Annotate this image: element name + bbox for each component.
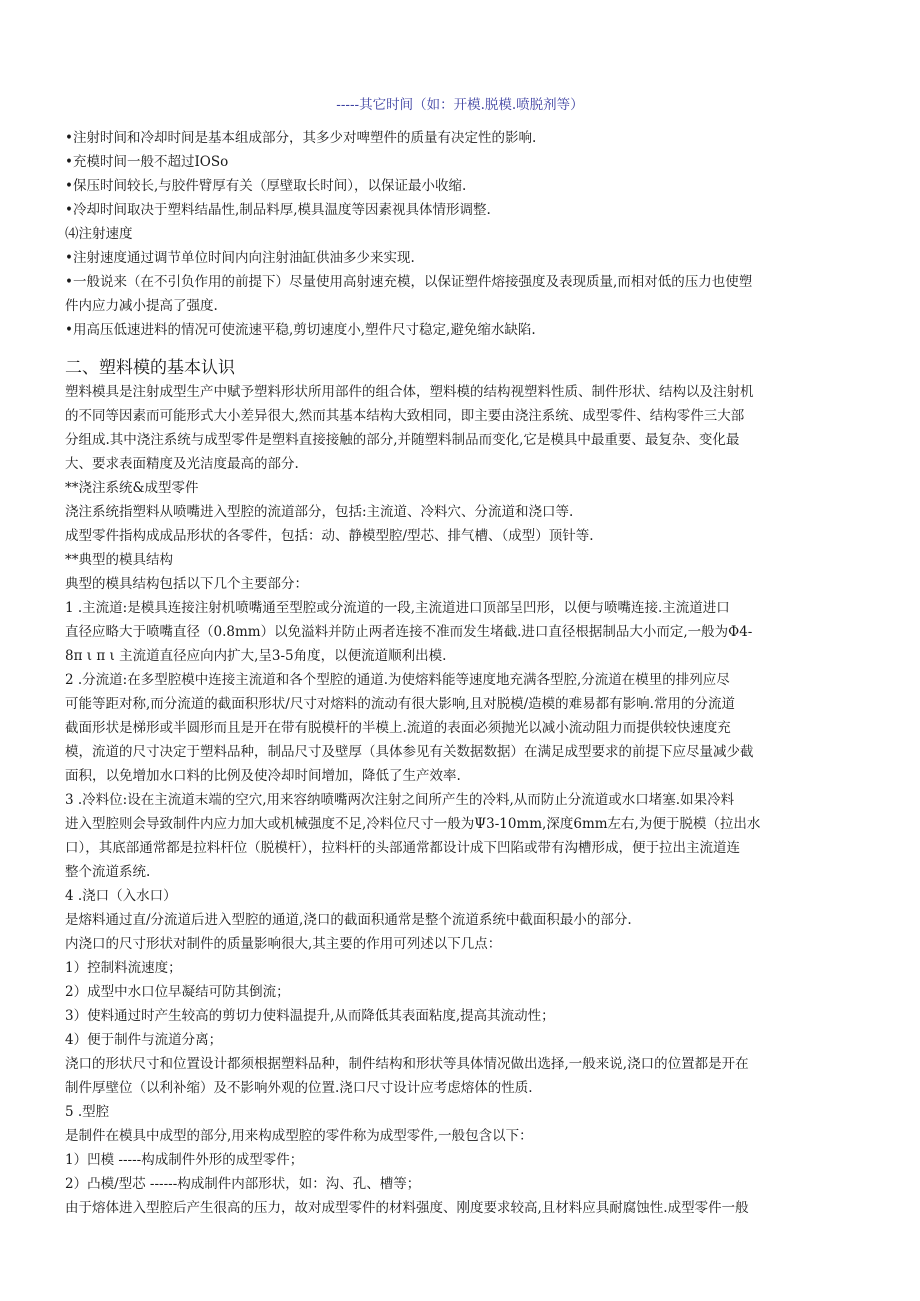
text-line: 8π ι π ι 主流道直径应向内扩大,呈3-5角度，以便流道顺利出模. [65, 648, 447, 664]
text-line: 面积，以免增加水口料的比例及使冷却时间增加，降低了生产效率. [65, 768, 461, 784]
text-line: 制件厚壁位（以利补缩）及不影响外观的位置.浇口尺寸设计应考虑熔体的性质. [65, 1080, 533, 1096]
text-line: ⑷注射速度 [65, 226, 133, 242]
text-line: 5 .型腔 [65, 1104, 110, 1120]
text-line: 3）使料通过时产生较高的剪切力使料温提升,从而降低其表面粘度,提高其流动性； [65, 1008, 555, 1024]
text-line: 成型零件指构成成品形状的各零件，包括：动、静模型腔/型芯、排气槽、（成型）顶针等. [65, 528, 594, 544]
text-line: 浇注系统指塑料从喷嘴进入型腔的流道部分，包括:主流道、冷料穴、分流道和浇口等. [65, 504, 574, 520]
text-line: 进入型腔则会导致制件内应力加大或机械强度不足,冷料位尺寸一般为Ψ3-10mm,深度6mm左右,为便于脱模（拉出水 [65, 816, 761, 832]
text-line: •注射速度通过调节单位时间内向注射油缸供油多少来实现. [65, 250, 415, 266]
text-line: 内浇口的尺寸形状对制件的质量影响很大,其主要的作用可列述以下几点： [65, 936, 502, 952]
text-line: 2）凸模/型芯 ------构成制件内部形状，如：沟、孔、槽等； [65, 1176, 421, 1192]
text-line: 大、要求表面精度及光洁度最高的部分. [65, 456, 299, 472]
text-line: 浇口的形状尺寸和位置设计都须根据塑料品种，制件结构和形状等具体情况做出选择,一般来说,浇口的位置都是开在 [65, 1056, 749, 1072]
section-heading: 二、塑料模的基本认识 [65, 358, 235, 378]
text-line: 4）便于制件与流道分离； [65, 1032, 223, 1048]
text-line: 是制件在模具中成型的部分,用来构成型腔的零件称为成型零件,一般包含以下： [65, 1128, 533, 1144]
text-line: •充模时间一般不超过IOSo [65, 154, 229, 170]
document-body [65, 126, 855, 1220]
text-line: 截面形状是梯形或半圆形而且是开在带有脱模杆的半模上.流道的表面必须抛光以减小流动阻力而提供较快速度充 [65, 720, 731, 736]
text-line: 可能等距对称,而分流道的截面积形状/尺寸对熔料的流动有很大影响,且对脱模/造模的难易都有影响.常用的分流道 [65, 696, 735, 712]
text-line: 4 .浇口（入水口） [65, 888, 177, 904]
text-line: 是熔料通过直/分流道后进入型腔的通道,浇口的截面积通常是整个流道系统中截面积最小的部分. [65, 912, 632, 928]
text-line: 2 .分流道:在多型腔模中连接主流道和各个型腔的通道.为使熔料能等速度地充满各型腔,分流道在模里的排列应尽 [65, 672, 730, 688]
page-header-line: -----其它时间（如：开模.脱模.喷脱剂等） [336, 97, 584, 113]
text-line: **典型的模具结构 [65, 552, 173, 568]
intro-bullets [65, 126, 855, 342]
text-line: 分组成.其中浇注系统与成型零件是塑料直接接触的部分,并随塑料制品而变化,它是模具中最重要、最复杂、变化最 [65, 432, 740, 448]
text-line: 件内应力减小提高了强度. [65, 298, 218, 314]
text-line: •注射时间和冷却时间是基本组成部分，其多少对啤塑件的质量有决定性的影响. [65, 130, 537, 146]
text-line: 典型的模具结构包括以下几个主要部分： [65, 576, 308, 592]
text-line: •一般说来（在不引负作用的前提下）尽量使用高射速充模，以保证塑件熔接强度及表现质量,而相对低的压力也使塑 [65, 274, 753, 290]
text-line: 1）凹模 -----构成制件外形的成型零件； [65, 1152, 304, 1168]
text-line: •冷却时间取决于塑料结晶性,制品料厚,模具温度等因素视具体情形调整. [65, 202, 491, 218]
section-body [65, 380, 855, 1220]
text-line: **浇注系统&成型零件 [65, 480, 199, 496]
text-line: •保压时间较长,与胶件臂厚有关（厚壁取长时间），以保证最小收缩. [65, 178, 467, 194]
text-line: 塑料模具是注射成型生产中赋予塑料形状所用部件的组合体，塑料模的结构视塑料性质、制件形状、结构以及注射机 [65, 384, 754, 400]
text-line: 模，流道的尺寸决定于塑料品种，制品尺寸及壁厚（具体参见有关数据数据）在满足成型要求的前提下应尽量减少截 [65, 744, 754, 760]
text-line: 2）成型中水口位早凝结可防其倒流； [65, 984, 290, 1000]
text-line: 3 .冷料位:设在主流道末端的空穴,用来容纳喷嘴两次注射之间所产生的冷料,从而防止分流道或水口堵塞.如果冷料 [65, 792, 735, 808]
text-line: 直径应略大于喷嘴直径（0.8mm）以免溢料并防止两者连接不准而发生堵截.进口直径根据制品大小而定,一般为Φ4- [65, 624, 753, 640]
text-line: 的不同等因素而可能形式大小差异很大,然而其基本结构大致相同，即主要由浇注系统、成型零件、结构零件三大部 [65, 408, 745, 424]
text-line: 整个流道系统. [65, 864, 151, 880]
text-line: 1）控制料流速度； [65, 960, 182, 976]
text-line: 由于熔体进入型腔后产生很高的压力，故对成型零件的材料强度、刚度要求较高,且材料应具耐腐蚀性.成型零件一般 [65, 1200, 749, 1216]
text-line: •用高压低速进料的情况可使流速平稳,剪切速度小,塑件尺寸稳定,避免缩水缺陷. [65, 322, 536, 338]
text-line: 1 .主流道:是模具连接注射机喷嘴通至型腔或分流道的一段,主流道进口顶部呈凹形，以便与喷嘴连接.主流道进口 [65, 600, 730, 616]
text-line: 口），其底部通常都是拉料杆位（脱模杆），拉料杆的头部通常都设计成下凹陷或带有沟槽形成，便于拉出主流道连 [65, 840, 740, 856]
